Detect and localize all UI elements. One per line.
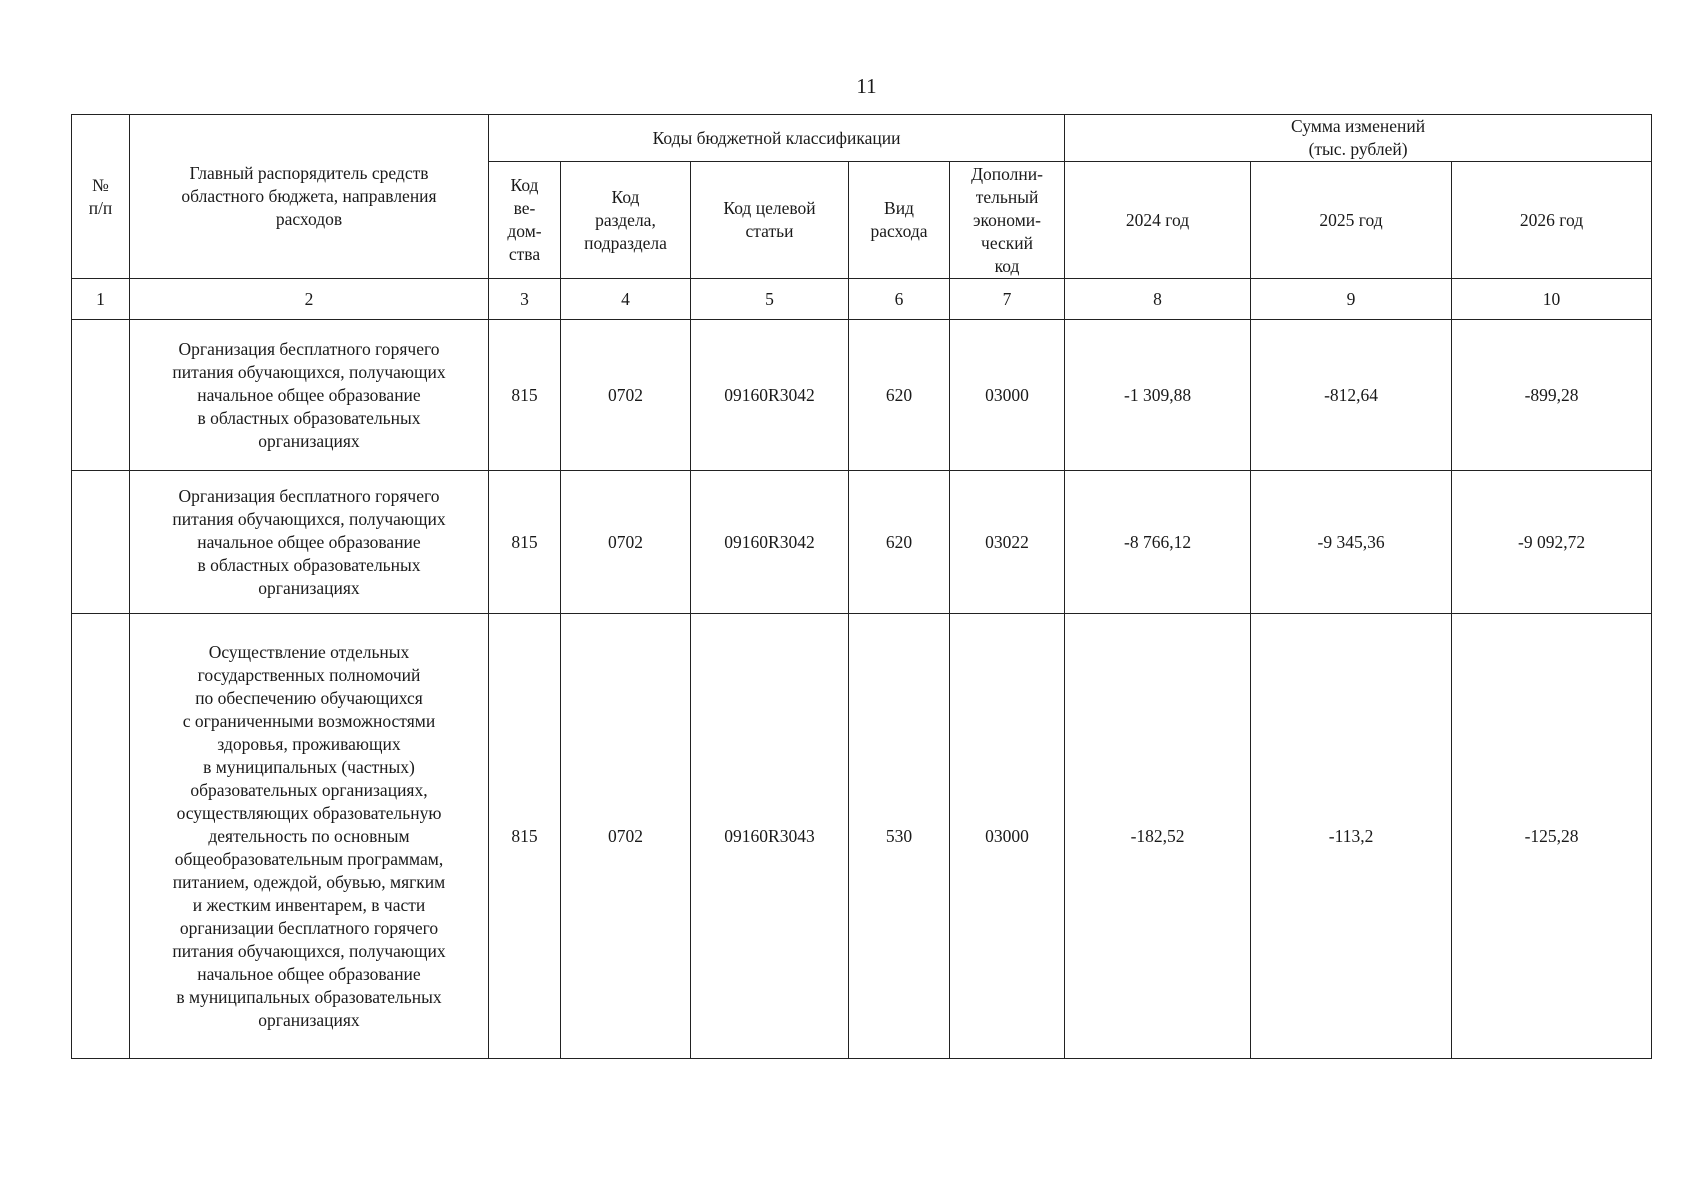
header-main-distributor: Главный распорядитель средств областного бюджета, направления расходов	[130, 115, 489, 279]
budget-changes-table	[71, 114, 1652, 1059]
row-num	[72, 320, 130, 471]
column-number: 10	[1452, 279, 1652, 320]
column-number: 7	[950, 279, 1065, 320]
row-code-razdela: 0702	[561, 614, 691, 1059]
header-code-tselevoy: Код целевой статьи	[691, 162, 849, 279]
header-year-2024: 2024 год	[1065, 162, 1251, 279]
row-sum-2024: -1 309,88	[1065, 320, 1251, 471]
row-dop-kod: 03022	[950, 471, 1065, 614]
row-code-vedomstva: 815	[489, 614, 561, 1059]
row-code-tselevoy: 09160R3042	[691, 471, 849, 614]
row-num	[72, 471, 130, 614]
row-description: Организация бесплатного горячего питания обучающихся, получающих начальное общее образование в областных образовательных организациях	[130, 471, 489, 614]
row-sum-2026: -9 092,72	[1452, 471, 1652, 614]
column-number: 6	[849, 279, 950, 320]
row-vid-raskhoda: 620	[849, 471, 950, 614]
row-sum-2025: -812,64	[1251, 320, 1452, 471]
column-number-row	[72, 279, 1652, 320]
header-sum-changes: Сумма изменений (тыс. рублей)	[1065, 115, 1652, 162]
row-dop-kod: 03000	[950, 320, 1065, 471]
column-number: 2	[130, 279, 489, 320]
row-code-razdela: 0702	[561, 471, 691, 614]
column-number: 9	[1251, 279, 1452, 320]
row-description: Осуществление отдельных государственных полномочий по обеспечению обучающихся с ограниченными возможностями здоровья, проживающих в муниципальных (частных) образовательных организациях, осуществляющих образовательную деятельность по основным общеобразовательным программам, питанием, одеждой, обувью, мягким и жестким инвентарем, в части организации бесплатного горячего питания обучающихся, получающих начальное общее образование в муниципальных образовательных организациях	[130, 614, 489, 1059]
header-budget-codes: Коды бюджетной классификации	[489, 115, 1065, 162]
row-sum-2025: -113,2	[1251, 614, 1452, 1059]
table-row	[72, 471, 1652, 614]
column-number: 5	[691, 279, 849, 320]
row-dop-kod: 03000	[950, 614, 1065, 1059]
header-dop-kod: Дополни- тельный экономи- ческий код	[950, 162, 1065, 279]
row-sum-2024: -182,52	[1065, 614, 1251, 1059]
row-code-razdela: 0702	[561, 320, 691, 471]
column-number: 3	[489, 279, 561, 320]
header-year-2025: 2025 год	[1251, 162, 1452, 279]
row-sum-2024: -8 766,12	[1065, 471, 1251, 614]
table-row	[72, 320, 1652, 471]
header-code-razdela: Код раздела, подраздела	[561, 162, 691, 279]
header-year-2026: 2026 год	[1452, 162, 1652, 279]
column-number: 8	[1065, 279, 1251, 320]
row-description: Организация бесплатного горячего питания обучающихся, получающих начальное общее образование в областных образовательных организациях	[130, 320, 489, 471]
row-code-vedomstva: 815	[489, 320, 561, 471]
column-number: 4	[561, 279, 691, 320]
header-num: № п/п	[72, 115, 130, 279]
row-sum-2025: -9 345,36	[1251, 471, 1452, 614]
row-code-tselevoy: 09160R3043	[691, 614, 849, 1059]
page-number: 11	[856, 74, 877, 98]
row-code-vedomstva: 815	[489, 471, 561, 614]
row-sum-2026: -125,28	[1452, 614, 1652, 1059]
row-vid-raskhoda: 620	[849, 320, 950, 471]
header-vid-raskhoda: Вид расхода	[849, 162, 950, 279]
row-vid-raskhoda: 530	[849, 614, 950, 1059]
row-num	[72, 614, 130, 1059]
row-code-tselevoy: 09160R3042	[691, 320, 849, 471]
header-code-vedomstva: Код ве- дом- ства	[489, 162, 561, 279]
row-sum-2026: -899,28	[1452, 320, 1652, 471]
column-number: 1	[72, 279, 130, 320]
table-row	[72, 614, 1652, 1059]
header-row-top	[72, 115, 1652, 162]
